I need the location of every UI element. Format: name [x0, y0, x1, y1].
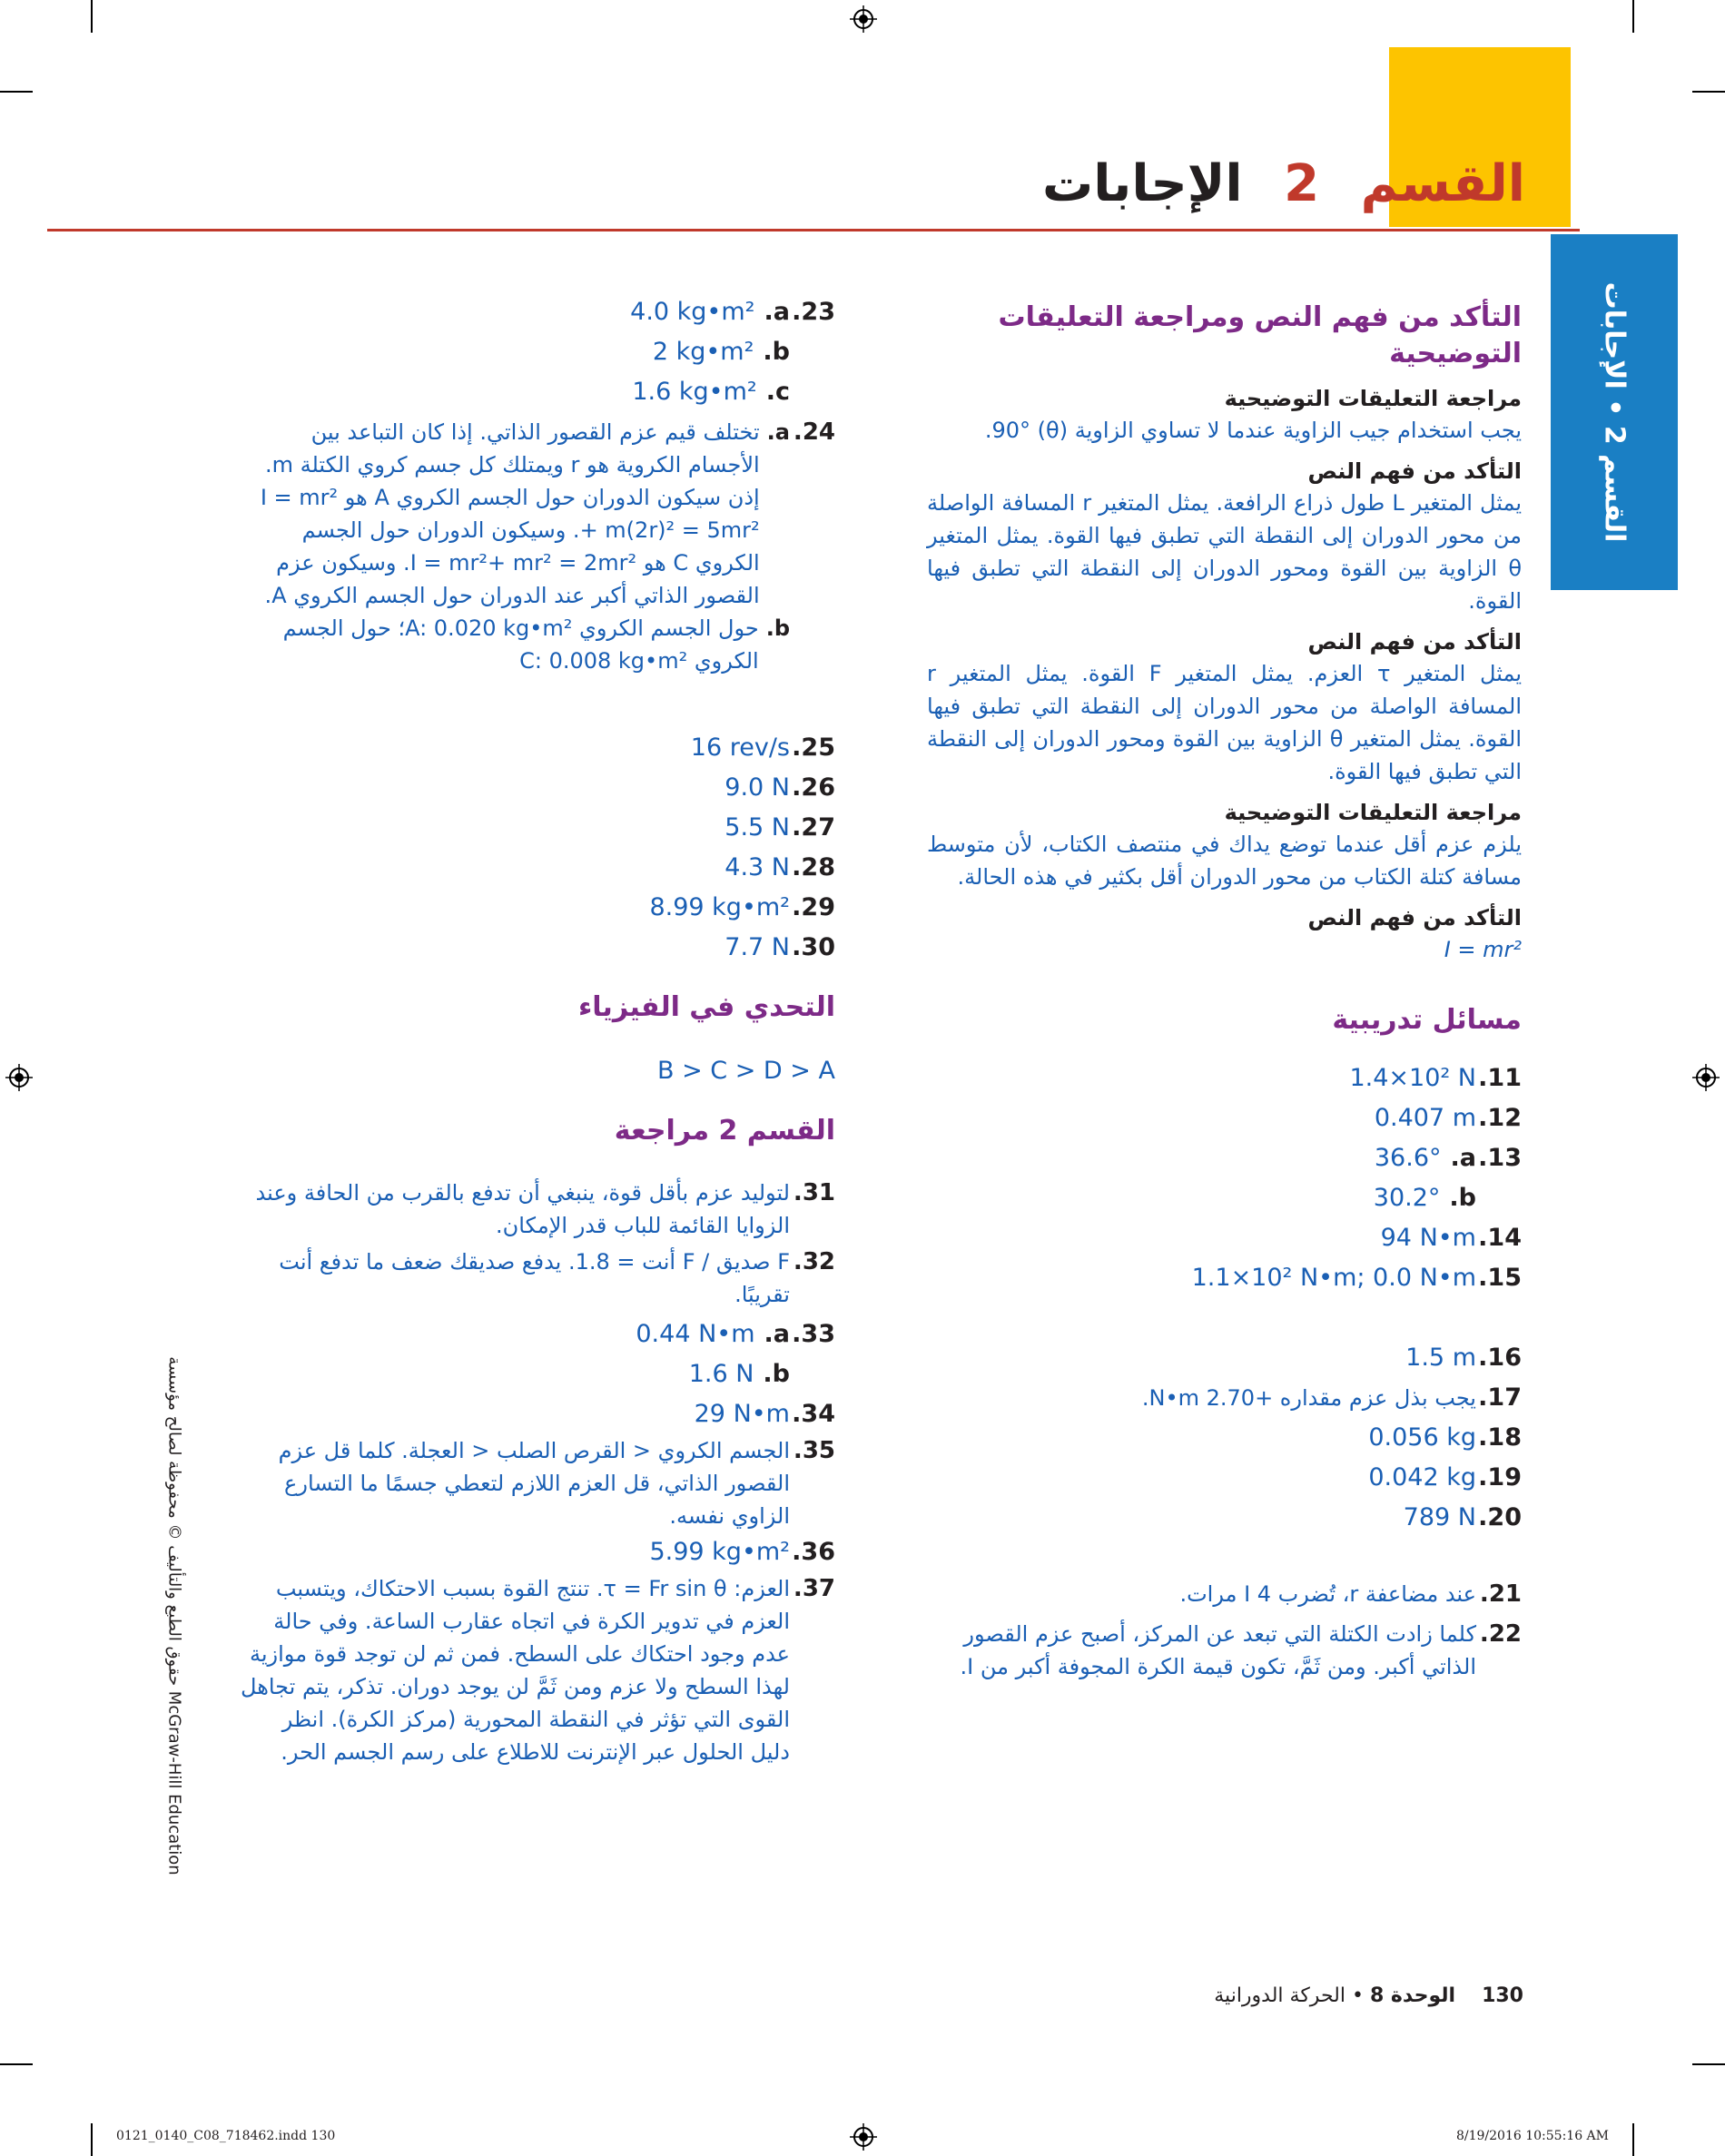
answer-number: 17.: [1478, 1383, 1522, 1412]
answer-row: [236, 1572, 835, 1768]
header-rule: [47, 229, 1580, 231]
answer-number: 32.: [793, 1248, 835, 1275]
answer-letter: a.: [766, 419, 790, 445]
answer-value: 1.1×10² N•m; 0.0 N•m: [1191, 1264, 1476, 1292]
page-title: [1042, 154, 1525, 213]
answer-row: [236, 928, 835, 968]
answer-number: 20.: [1478, 1503, 1522, 1531]
crop-mark: [0, 2063, 33, 2065]
registration-mark-icon: [1692, 1064, 1720, 1091]
answer-row: [236, 332, 835, 372]
answer-number: 30.: [792, 933, 835, 961]
answer-row: [236, 372, 835, 412]
answer-letter: a.: [764, 298, 790, 326]
answer-number: 33.: [792, 1320, 835, 1348]
answer-number: 14.: [1478, 1224, 1522, 1252]
answer-row: [236, 728, 835, 768]
answer-number: 31.: [793, 1179, 835, 1206]
answer-number: 34.: [792, 1400, 835, 1428]
answer-letter: a.: [1450, 1144, 1476, 1172]
answer-row: [236, 1245, 835, 1311]
crop-mark: [91, 0, 93, 33]
answer-number: 37.: [793, 1575, 835, 1602]
answer-value: 0.44 N•m: [636, 1320, 755, 1348]
answer-row: [236, 808, 835, 848]
answer-value: 8.99 kg•m²: [649, 893, 790, 921]
answer-number: 18.: [1478, 1423, 1522, 1452]
answer-number: 26.: [792, 773, 835, 802]
answer-value: 0.407 m: [1374, 1104, 1476, 1132]
crop-mark: [1632, 0, 1634, 33]
block-title: مراجعة التعليقات التوضيحية: [1224, 800, 1522, 825]
registration-mark-icon: [5, 1064, 33, 1091]
review-heading: القسم 2 مراجعة: [614, 1115, 835, 1147]
answer-number: 21.: [1479, 1580, 1522, 1608]
challenge-answer-row: [236, 1051, 835, 1091]
answer-value: 36.6°: [1374, 1144, 1442, 1172]
answer-row: [927, 1578, 1522, 1610]
answer-row: [236, 1434, 835, 1532]
answer-number: 11.: [1478, 1064, 1522, 1092]
answer-value: 30.2°: [1373, 1184, 1441, 1212]
answer-number: 16.: [1478, 1344, 1522, 1372]
answer-value: 0.056 kg: [1368, 1423, 1476, 1452]
answer-number: 24.: [793, 418, 835, 446]
challenge-heading: التحدي في الفيزياء: [577, 991, 835, 1023]
block-title: التأكد من فهم النص: [1307, 905, 1522, 930]
answer-value: 4.3 N: [724, 853, 790, 881]
answer-letter: b.: [765, 615, 790, 641]
answer-row: [927, 1418, 1522, 1458]
answer-number: 15.: [1478, 1264, 1522, 1292]
challenge-answer: B > C > D > A: [656, 1057, 835, 1085]
chapter-label: • الحركة الدورانية: [1214, 1984, 1364, 2007]
answer-letter: b.: [1449, 1184, 1476, 1212]
crop-mark: [1692, 91, 1725, 93]
answer-number: 12.: [1478, 1104, 1522, 1132]
answer-row: [927, 1218, 1522, 1258]
answer-text: الجسم الكروي < القرص الصلب < العجلة. كلما قل عزم القصور الذاتي، قل العزم اللازم لتعطي جسمًا ما التسارع الزاوي نفسه.: [278, 1438, 790, 1529]
answer-value: 1.6 kg•m²: [632, 378, 757, 406]
answer-row: [236, 416, 835, 612]
answer-number: 13.: [1478, 1144, 1522, 1172]
answer-row: [236, 1176, 835, 1242]
answer-row: [927, 1498, 1522, 1538]
answer-row: [236, 292, 835, 332]
answer-value: 1.5 m: [1405, 1344, 1476, 1372]
section-number: 2: [1284, 154, 1320, 213]
answer-value: 5.5 N: [724, 813, 790, 842]
left-column: [236, 292, 835, 1768]
page-footer: [1214, 1984, 1523, 2007]
practice-heading: مسائل تدريبية: [1332, 1004, 1522, 1036]
answer-row: [236, 768, 835, 808]
answer-row: [236, 848, 835, 888]
answer-value: 5.99 kg•m²: [649, 1538, 790, 1566]
answer-number: 29.: [792, 893, 835, 921]
answer-number: 28.: [792, 853, 835, 881]
answer-letter: b.: [763, 1360, 790, 1388]
answer-value: 7.7 N: [724, 933, 790, 961]
block-title: التأكد من فهم النص: [1307, 629, 1522, 655]
crop-mark: [1632, 2123, 1634, 2156]
answer-row: [927, 1178, 1522, 1218]
block-text: يمثل المتغير L طول ذراع الرافعة. يمثل المتغير r المسافة الواصلة من محور الدوران إلى النقطة التي تطبق فيها القوة. يمثل المتغير θ الزاوية بين القوة ومحور الدوران إلى النقطة التي تطبق فيها القوة.: [927, 490, 1523, 614]
answer-row: [236, 612, 835, 677]
slug-file: 0121_0140_C08_718462.indd 130: [116, 2129, 336, 2143]
section-word: القسم: [1360, 154, 1525, 213]
answer-row: [927, 1058, 1522, 1098]
answer-letter: a.: [764, 1320, 790, 1348]
side-tab: [1551, 234, 1678, 590]
side-tab-label: القسم 2 • الإجابات: [1598, 281, 1631, 543]
answer-letter: b.: [763, 338, 790, 366]
slug-date: 8/19/2016 10:55:16 AM: [1455, 2129, 1609, 2143]
copyright-credit: حقوق الطبع والتأليف © محفوظة لصالح مؤسسة McGraw-Hill Education: [164, 1356, 184, 1875]
answer-value: 9.0 N: [724, 773, 790, 802]
title-text: الإجابات: [1041, 154, 1243, 213]
answer-number: 25.: [792, 733, 835, 762]
answer-text: F صديق / F أنت = 1.8. يدفع صديقك ضعف ما تدفع أنت تقريبًا.: [279, 1249, 790, 1307]
answer-text: العزم: τ = Fr sin θ. تنتج القوة بسبب الاحتكاك، ويتسبب العزم في تدوير الكرة في اتجاه عقارب الساعة. وفي حالة عدم وجود احتكاك على السطح. فمن ثم لن توجد قوة موازية لهذا السطح ولا عزم ومن ثَمَّ لن يوجد دوران. تذكر، يتم تجاهل القوى التي تؤثر في النقطة المحورية (مركز الكرة). انظر دليل الحلول عبر الإنترنت للاطلاع على رسم الجسم الحر.: [241, 1576, 790, 1765]
answer-value: 94 N•m: [1380, 1224, 1476, 1252]
crop-mark: [91, 2123, 93, 2156]
answer-text: عند مضاعفة r، تُضرب I 4 مرات.: [1179, 1581, 1476, 1607]
answer-number: 36.: [792, 1538, 835, 1566]
answer-row: [927, 1258, 1522, 1298]
answer-value: 1.6 N: [688, 1360, 754, 1388]
block-title: مراجعة التعليقات التوضيحية: [1224, 386, 1522, 411]
answer-number: 22.: [1479, 1620, 1522, 1648]
answer-text: يجب بذل عزم مقداره +2.70 N•m.: [1141, 1385, 1476, 1411]
answer-value: 16 rev/s: [690, 733, 790, 762]
answer-number: 27.: [792, 813, 835, 842]
answer-row: [236, 1354, 835, 1394]
answer-number: 23.: [792, 298, 835, 326]
answer-value: 1.4×10² N: [1349, 1064, 1476, 1092]
page-number: 130: [1482, 1984, 1523, 2007]
registration-mark-icon: [850, 5, 877, 33]
answer-row: [236, 1532, 835, 1572]
answer-text: كلما زادت الكتلة التي تبعد عن المركز، أصبح عزم القصور الذاتي أكبر. ومن ثَمَّ، تكون قيمة الكرة المجوفة أكبر من I.: [960, 1621, 1476, 1679]
answer-row: [927, 1138, 1522, 1178]
block-text: يمثل المتغير τ العزم. يمثل المتغير F القوة. يمثل المتغير r المسافة الواصلة من محور الدوران إلى النقطة التي تطبق فيها القوة. يمثل المتغير θ الزاوية بين القوة ومحور الدوران إلى النقطة التي تطبق فيها القوة.: [927, 661, 1523, 784]
right-column: [927, 300, 1522, 1683]
crop-mark: [1692, 2063, 1725, 2065]
answer-row: [236, 888, 835, 928]
formula-text: I = mr²: [1444, 937, 1522, 962]
answer-row: [236, 1394, 835, 1434]
answer-text: لتوليد عزم بأقل قوة، ينبغي أن تدفع بالقرب من الحافة وعند الزوايا القائمة للباب قدر الإمكان.: [255, 1180, 790, 1238]
answer-number: 35.: [793, 1437, 835, 1464]
answer-letter: c.: [765, 378, 790, 406]
crop-mark: [0, 91, 33, 93]
answer-row: [927, 1458, 1522, 1498]
answer-row: [927, 1618, 1522, 1683]
answer-number: 19.: [1478, 1463, 1522, 1491]
answer-row: [927, 1338, 1522, 1378]
block-text: يجب استخدام جيب الزاوية عندما لا تساوي الزاوية (θ) 90°.: [984, 418, 1522, 443]
block-text: يلزم عزم أقل عندما توضع يداك في منتصف الكتاب، لأن متوسط مسافة كتلة الكتاب من محور الدوران أقل بكثير في هذه الحالة.: [927, 832, 1522, 890]
section-heading: التأكد من فهم النص ومراجعة التعليقات التوضيحية: [998, 301, 1522, 369]
registration-mark-icon: [850, 2123, 877, 2151]
answer-value: 29 N•m: [694, 1400, 790, 1428]
block-title: التأكد من فهم النص: [1307, 458, 1522, 484]
answer-text: حول الجسم الكروي A: 0.020 kg•m²؛ حول الجسم الكروي C: 0.008 kg•m²: [282, 615, 759, 674]
unit-label: الوحدة 8: [1369, 1984, 1456, 2007]
answer-value: 2 kg•m²: [652, 338, 754, 366]
answer-text: تختلف قيم عزم القصور الذاتي. إذا كان التباعد بين الأجسام الكروية هو r ويمتلك كل جسم كروي الكتلة m. إذن سيكون الدوران حول الجسم الكروي A هو I = mr² + m(2r)² = 5mr². وسيكون الدوران حول الجسم الكروي C هو I = mr²+ mr² = 2mr². وسيكون عزم القصور الذاتي أكبر عند الدوران حول الجسم الكروي A.: [260, 419, 760, 608]
answer-row: [236, 1314, 835, 1354]
answer-value: 4.0 kg•m²: [630, 298, 755, 326]
answer-row: [927, 1098, 1522, 1138]
answer-value: 0.042 kg: [1368, 1463, 1476, 1491]
answer-row: [927, 1378, 1522, 1418]
answer-value: 789 N: [1403, 1503, 1476, 1531]
